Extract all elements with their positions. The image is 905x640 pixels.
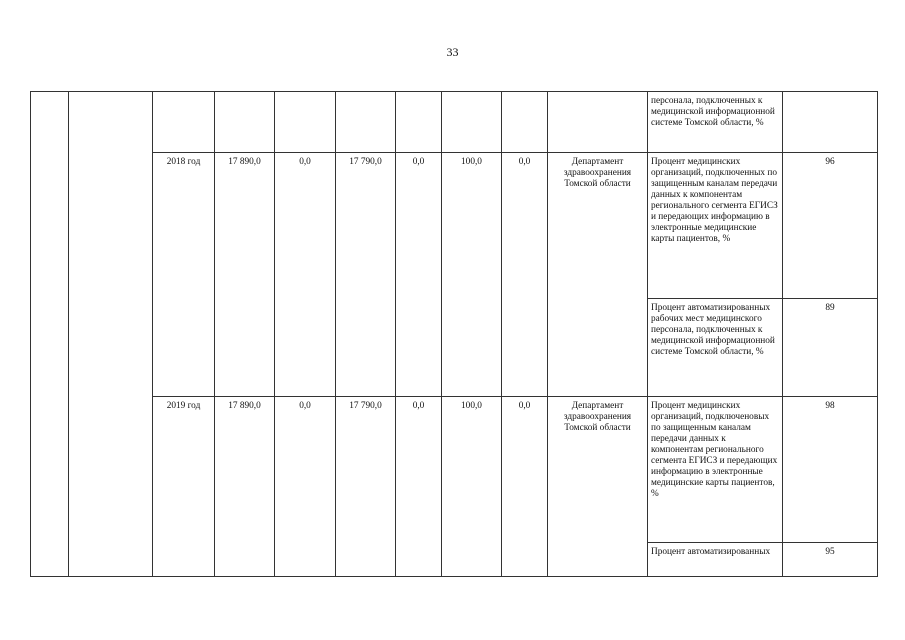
total-cell: 17 890,0 xyxy=(215,397,275,577)
year-cell: 2019 год xyxy=(153,397,215,577)
table-row-2019 xyxy=(31,397,878,543)
indicator-text: Процент медицинских организаций, подключеновых по защищенным каналам передачи данных к компонентам регионального сегмента ЕГИСЗ и передающих информацию в электронные медицинские карты пациентов, % xyxy=(648,397,783,543)
responsible-cell: Департамент здравоохранения Томской области xyxy=(548,153,648,397)
table-row-2018 xyxy=(31,153,878,299)
col-number-cell xyxy=(31,92,69,577)
indicator-text: Процент автоматизированных xyxy=(648,543,783,577)
other-cell: 0,0 xyxy=(502,397,548,577)
page-number: 33 xyxy=(446,45,459,59)
local-cell: 0,0 xyxy=(396,397,442,577)
indicator-value: 89 xyxy=(783,299,878,397)
table-row-continued xyxy=(31,92,878,153)
program-table xyxy=(30,91,878,577)
federal-cell: 0,0 xyxy=(275,153,336,397)
indicator-text: Процент медицинских организаций, подключенных по защищенным каналам передачи данных к компонентам регионального сегмента ЕГИСЗ и передающих информацию в электронные медицинские карты пациентов, % xyxy=(648,153,783,299)
indicator-value: 95 xyxy=(783,543,878,577)
federal-cell: 0,0 xyxy=(275,397,336,577)
indicator-text: Процент автоматизированных рабочих мест медицинского персонала, подключенных к медицинской информационной системе Томской области, % xyxy=(648,299,783,397)
indicator-value: 98 xyxy=(783,397,878,543)
col-name-cell xyxy=(69,92,153,577)
local-cell: 0,0 xyxy=(396,153,442,397)
extra-cell: 100,0 xyxy=(442,153,502,397)
regional-cell: 17 790,0 xyxy=(336,397,396,577)
indicator-text: персонала, подключенных к медицинской информационной системе Томской области, % xyxy=(648,92,783,153)
year-cell: 2018 год xyxy=(153,153,215,397)
extra-cell: 100,0 xyxy=(442,397,502,577)
indicator-value: 96 xyxy=(783,153,878,299)
regional-cell: 17 790,0 xyxy=(336,153,396,397)
responsible-cell: Департамент здравоохранения Томской области xyxy=(548,397,648,577)
other-cell: 0,0 xyxy=(502,153,548,397)
total-cell: 17 890,0 xyxy=(215,153,275,397)
